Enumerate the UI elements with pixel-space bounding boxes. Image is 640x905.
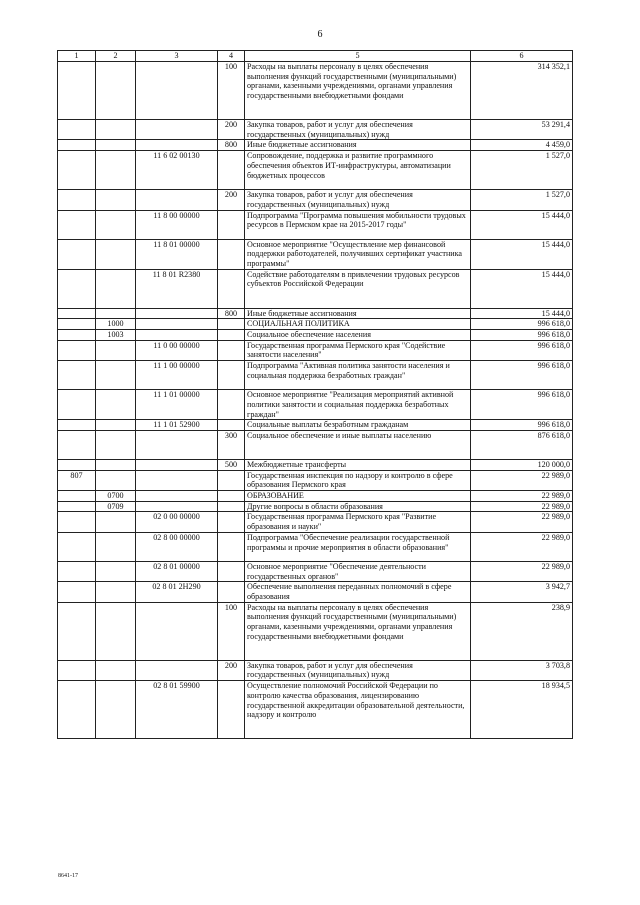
cell-admin-code	[58, 210, 96, 239]
cell-target-code: 11 6 02 00130	[136, 151, 218, 190]
cell-amount: 18 934,5	[471, 681, 573, 739]
cell-amount: 15 444,0	[471, 269, 573, 308]
cell-admin-code	[58, 420, 96, 431]
cell-section-code	[96, 390, 136, 420]
cell-amount: 15 444,0	[471, 239, 573, 269]
cell-target-code: 11 8 01 R2380	[136, 269, 218, 308]
cell-admin-code: 807	[58, 470, 96, 490]
cell-target-code	[136, 319, 218, 330]
cell-description: Подпрограмма "Активная политика занятости населения и социальная поддержка безработных граждан"	[245, 361, 471, 390]
cell-target-code	[136, 62, 218, 120]
cell-admin-code	[58, 561, 96, 581]
cell-expense-type	[218, 501, 245, 512]
cell-description: Сопровождение, поддержка и развитие программного обеспечения объектов ИТ-инфраструктуры, автоматизации бюджетных процессов	[245, 151, 471, 190]
column-header-1: 1	[58, 51, 96, 62]
cell-admin-code	[58, 120, 96, 140]
table-row	[58, 470, 573, 490]
cell-section-code	[96, 361, 136, 390]
cell-expense-type: 200	[218, 190, 245, 210]
cell-description: ОБРАЗОВАНИЕ	[245, 491, 471, 502]
cell-admin-code	[58, 532, 96, 561]
cell-expense-type: 800	[218, 140, 245, 151]
cell-description: Закупка товаров, работ и услуг для обеспечения государственных (муниципальных) нужд	[245, 120, 471, 140]
budget-table	[57, 50, 573, 739]
cell-description: Социальное обеспечение и иные выплаты населению	[245, 430, 471, 459]
cell-admin-code	[58, 239, 96, 269]
cell-section-code: 1000	[96, 319, 136, 330]
table-row	[58, 491, 573, 502]
cell-amount: 996 618,0	[471, 340, 573, 360]
cell-target-code	[136, 140, 218, 151]
cell-admin-code	[58, 140, 96, 151]
cell-section-code	[96, 340, 136, 360]
cell-admin-code	[58, 361, 96, 390]
table-row	[58, 190, 573, 210]
cell-description: Основное мероприятие "Осуществление мер финансовой поддержки работодателей, получивших сертификат участника программы"	[245, 239, 471, 269]
cell-target-code	[136, 308, 218, 319]
cell-amount: 996 618,0	[471, 319, 573, 330]
cell-amount: 22 989,0	[471, 561, 573, 581]
cell-amount: 15 444,0	[471, 210, 573, 239]
cell-description: Закупка товаров, работ и услуг для обеспечения государственных (муниципальных) нужд	[245, 660, 471, 680]
table-row	[58, 120, 573, 140]
cell-description: СОЦИАЛЬНАЯ ПОЛИТИКА	[245, 319, 471, 330]
cell-expense-type	[218, 330, 245, 341]
cell-expense-type: 100	[218, 602, 245, 660]
cell-section-code	[96, 561, 136, 581]
cell-admin-code	[58, 602, 96, 660]
column-header-2: 2	[96, 51, 136, 62]
cell-amount: 876 618,0	[471, 430, 573, 459]
cell-amount: 4 459,0	[471, 140, 573, 151]
cell-target-code	[136, 430, 218, 459]
cell-amount: 996 618,0	[471, 361, 573, 390]
cell-expense-type	[218, 239, 245, 269]
table-row	[58, 512, 573, 532]
cell-expense-type	[218, 532, 245, 561]
column-header-3: 3	[136, 51, 218, 62]
cell-section-code: 1003	[96, 330, 136, 341]
table-row	[58, 330, 573, 341]
cell-target-code: 11 1 01 52900	[136, 420, 218, 431]
table-row	[58, 151, 573, 190]
column-header-5: 5	[245, 51, 471, 62]
cell-amount: 3 703,8	[471, 660, 573, 680]
cell-expense-type: 800	[218, 308, 245, 319]
cell-expense-type	[218, 390, 245, 420]
cell-section-code	[96, 532, 136, 561]
table-row	[58, 430, 573, 459]
cell-target-code	[136, 602, 218, 660]
cell-admin-code	[58, 190, 96, 210]
cell-admin-code	[58, 491, 96, 502]
column-header-6: 6	[471, 51, 573, 62]
cell-section-code	[96, 239, 136, 269]
cell-expense-type: 300	[218, 430, 245, 459]
cell-description: Закупка товаров, работ и услуг для обеспечения государственных (муниципальных) нужд	[245, 190, 471, 210]
cell-description: Государственная инспекция по надзору и контролю в сфере образования Пермского края	[245, 470, 471, 490]
cell-expense-type	[218, 681, 245, 739]
cell-section-code	[96, 470, 136, 490]
cell-description: Основное мероприятие "Обеспечение деятельности государственных органов"	[245, 561, 471, 581]
table-row	[58, 269, 573, 308]
cell-admin-code	[58, 390, 96, 420]
cell-amount: 238,9	[471, 602, 573, 660]
cell-section-code	[96, 308, 136, 319]
cell-amount: 22 989,0	[471, 470, 573, 490]
footer-code: 8641-17	[58, 873, 78, 879]
cell-description: Основное мероприятие "Реализация мероприятий активной политики занятости и социальная поддержка безработных граждан"	[245, 390, 471, 420]
cell-section-code	[96, 430, 136, 459]
cell-amount: 22 989,0	[471, 512, 573, 532]
cell-section-code	[96, 681, 136, 739]
cell-section-code	[96, 660, 136, 680]
cell-description: Иные бюджетные ассигнования	[245, 308, 471, 319]
cell-description: Расходы на выплаты персоналу в целях обеспечения выполнения функций государственными (муниципальными) органами, казенными учреждениями, органами управления государственными внебюджетными фондами	[245, 602, 471, 660]
cell-description: Расходы на выплаты персоналу в целях обеспечения выполнения функций государственными (муниципальными) органами, казенными учреждениями, органами управления государственными внебюджетными фондами	[245, 62, 471, 120]
cell-description: Содействие работодателям в привлечении трудовых ресурсов субъектов Российской Федерации	[245, 269, 471, 308]
cell-amount: 3 942,7	[471, 582, 573, 602]
cell-amount: 22 989,0	[471, 491, 573, 502]
cell-section-code: 0700	[96, 491, 136, 502]
table-row	[58, 459, 573, 470]
table-row	[58, 582, 573, 602]
cell-description: Иные бюджетные ассигнования	[245, 140, 471, 151]
cell-section-code	[96, 269, 136, 308]
cell-expense-type: 100	[218, 62, 245, 120]
cell-admin-code	[58, 269, 96, 308]
cell-amount: 22 989,0	[471, 501, 573, 512]
cell-description: Обеспечение выполнения переданных полномочий в сфере образования	[245, 582, 471, 602]
table-row	[58, 561, 573, 581]
cell-admin-code	[58, 430, 96, 459]
cell-target-code	[136, 660, 218, 680]
cell-target-code: 11 1 01 00000	[136, 390, 218, 420]
cell-target-code	[136, 501, 218, 512]
table-row	[58, 602, 573, 660]
cell-section-code	[96, 140, 136, 151]
cell-expense-type	[218, 361, 245, 390]
cell-expense-type	[218, 582, 245, 602]
cell-description: Другие вопросы в области образования	[245, 501, 471, 512]
cell-expense-type	[218, 151, 245, 190]
cell-expense-type	[218, 269, 245, 308]
table-row	[58, 239, 573, 269]
table-row	[58, 681, 573, 739]
cell-target-code	[136, 190, 218, 210]
cell-admin-code	[58, 660, 96, 680]
cell-expense-type	[218, 340, 245, 360]
cell-admin-code	[58, 340, 96, 360]
cell-expense-type	[218, 210, 245, 239]
cell-section-code	[96, 602, 136, 660]
cell-section-code	[96, 210, 136, 239]
cell-description: Социальное обеспечение населения	[245, 330, 471, 341]
cell-admin-code	[58, 319, 96, 330]
table-row	[58, 361, 573, 390]
cell-amount: 314 352,1	[471, 62, 573, 120]
cell-section-code	[96, 512, 136, 532]
cell-target-code: 11 1 00 00000	[136, 361, 218, 390]
table-row	[58, 210, 573, 239]
cell-expense-type	[218, 420, 245, 431]
cell-target-code: 11 8 00 00000	[136, 210, 218, 239]
cell-target-code	[136, 470, 218, 490]
cell-admin-code	[58, 459, 96, 470]
cell-section-code	[96, 459, 136, 470]
cell-amount: 996 618,0	[471, 390, 573, 420]
cell-description: Социальные выплаты безработным гражданам	[245, 420, 471, 431]
cell-expense-type: 500	[218, 459, 245, 470]
cell-amount: 120 000,0	[471, 459, 573, 470]
table-row	[58, 420, 573, 431]
table-row	[58, 140, 573, 151]
cell-description: Государственная программа Пермского края "Развитие образования и науки"	[245, 512, 471, 532]
table-row	[58, 62, 573, 120]
cell-target-code: 02 8 00 00000	[136, 532, 218, 561]
cell-section-code	[96, 190, 136, 210]
cell-expense-type	[218, 491, 245, 502]
column-header-4: 4	[218, 51, 245, 62]
cell-expense-type: 200	[218, 120, 245, 140]
cell-target-code: 11 0 00 00000	[136, 340, 218, 360]
cell-admin-code	[58, 62, 96, 120]
page-number: 6	[317, 29, 323, 40]
cell-expense-type	[218, 470, 245, 490]
cell-target-code: 02 8 01 2Н290	[136, 582, 218, 602]
cell-admin-code	[58, 512, 96, 532]
cell-target-code: 02 8 01 00000	[136, 561, 218, 581]
cell-target-code	[136, 459, 218, 470]
cell-description: Подпрограмма "Обеспечение реализации государственной программы и прочие мероприятия в области образования"	[245, 532, 471, 561]
cell-description: Межбюджетные трансферты	[245, 459, 471, 470]
cell-target-code: 11 8 01 00000	[136, 239, 218, 269]
cell-admin-code	[58, 151, 96, 190]
cell-amount: 1 527,0	[471, 151, 573, 190]
cell-target-code: 02 0 00 00000	[136, 512, 218, 532]
table-row	[58, 340, 573, 360]
cell-admin-code	[58, 582, 96, 602]
cell-admin-code	[58, 330, 96, 341]
table-body	[58, 62, 573, 739]
cell-admin-code	[58, 308, 96, 319]
cell-target-code: 02 8 01 59900	[136, 681, 218, 739]
cell-target-code	[136, 330, 218, 341]
cell-expense-type	[218, 512, 245, 532]
cell-expense-type	[218, 561, 245, 581]
table-row	[58, 319, 573, 330]
cell-amount: 996 618,0	[471, 420, 573, 431]
cell-description: Осуществление полномочий Российской Федерации по контролю качества образования, лицензированию государственной аккредитации образовательной деятельности, надзору и контролю	[245, 681, 471, 739]
cell-section-code: 0709	[96, 501, 136, 512]
cell-amount: 1 527,0	[471, 190, 573, 210]
cell-expense-type: 200	[218, 660, 245, 680]
table-row	[58, 660, 573, 680]
table-row	[58, 501, 573, 512]
cell-amount: 22 989,0	[471, 532, 573, 561]
table-row	[58, 532, 573, 561]
cell-section-code	[96, 582, 136, 602]
cell-target-code	[136, 120, 218, 140]
cell-section-code	[96, 420, 136, 431]
cell-section-code	[96, 62, 136, 120]
cell-expense-type	[218, 319, 245, 330]
cell-amount: 15 444,0	[471, 308, 573, 319]
cell-description: Подпрограмма "Программа повышения мобильности трудовых ресурсов в Пермском крае на 2015-2017 годы"	[245, 210, 471, 239]
cell-admin-code	[58, 501, 96, 512]
table-row	[58, 308, 573, 319]
cell-target-code	[136, 491, 218, 502]
cell-amount: 53 291,4	[471, 120, 573, 140]
table-header-row	[58, 51, 573, 62]
cell-amount: 996 618,0	[471, 330, 573, 341]
table-row	[58, 390, 573, 420]
cell-description: Государственная программа Пермского края "Содействие занятости населения"	[245, 340, 471, 360]
cell-admin-code	[58, 681, 96, 739]
cell-section-code	[96, 120, 136, 140]
cell-section-code	[96, 151, 136, 190]
